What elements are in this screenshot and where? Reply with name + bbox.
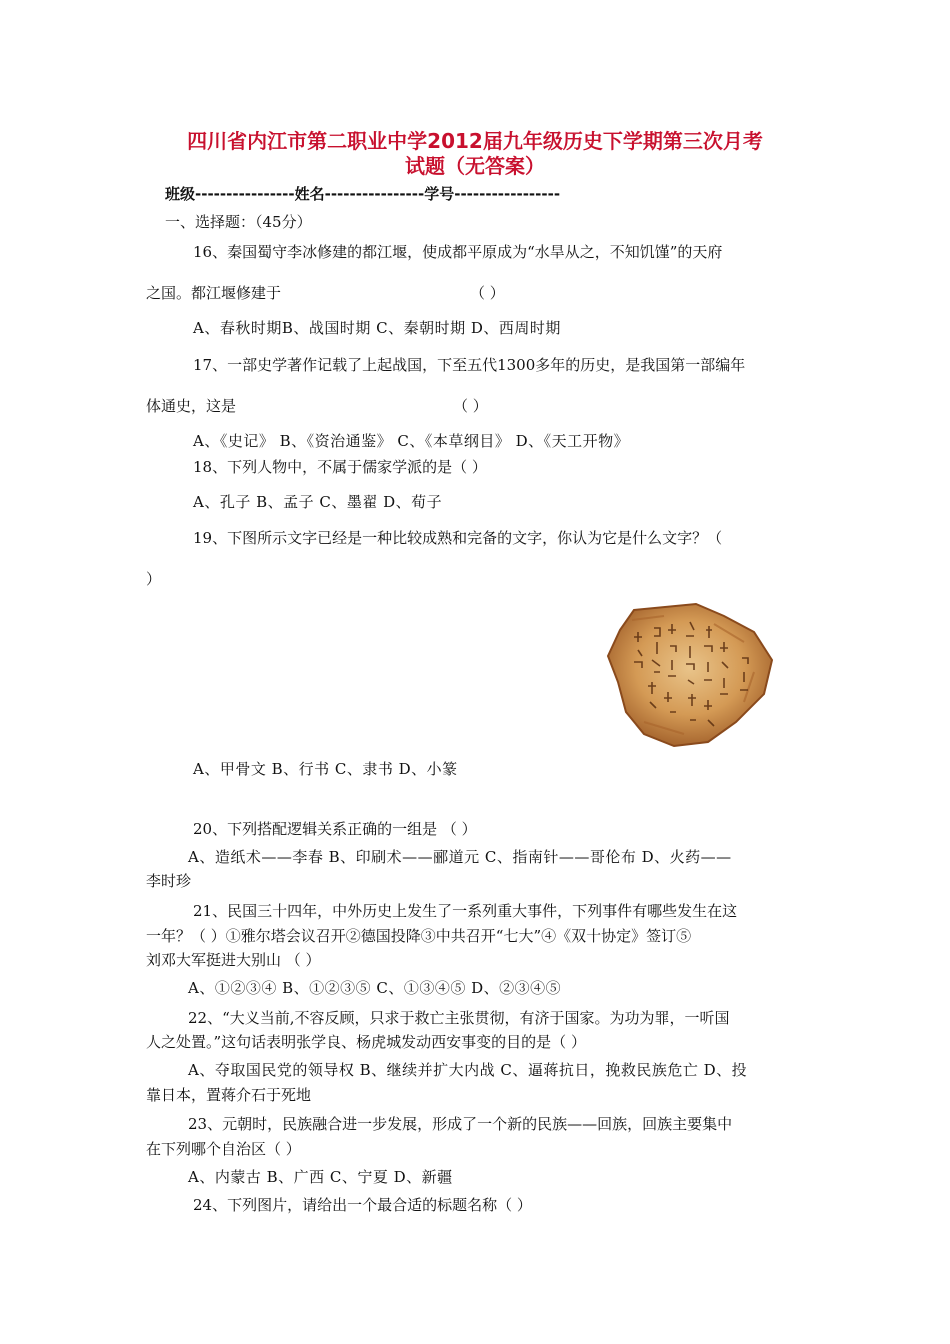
- question-20-line2: A、造纸术——李春 B、印刷术——郦道元 C、指南针——哥伦布 D、火药——: [188, 848, 732, 866]
- question-17-answer-paren: （ ）: [453, 397, 488, 415]
- question-16-options: A、春秋时期B、战国时期 C、秦朝时期 D、西周时期: [193, 319, 561, 337]
- question-21-line3: 刘邓大军挺进大别山 （ ）: [146, 951, 321, 969]
- question-21-line1: 21、民国三十四年，中外历史上发生了一系列重大事件，下列事件有哪些发生在这: [193, 902, 738, 920]
- question-21-line2: 一年？（ ）①雅尔塔会议召开②德国投降③中共召开“七大”④《双十协定》签订⑤: [146, 927, 692, 945]
- question-16-line2: 之国。都江堰修建于: [146, 284, 282, 302]
- question-17-line1: 17、一部史学著作记载了上起战国，下至五代1300多年的历史，是我国第一部编年: [193, 356, 746, 374]
- question-18-options: A、孔子 B、孟子 C、墨翟 D、荀子: [193, 493, 443, 511]
- section-heading: 一、选择题：（45分）: [165, 213, 312, 231]
- question-16-line1: 16、秦国蜀守李冰修建的都江堰，使成都平原成为“水旱从之，不知饥馑”的天府: [193, 243, 723, 261]
- question-22-line2: 人之处置。”这句话表明张学良、杨虎城发动西安事变的目的是（ ）: [146, 1033, 586, 1051]
- question-16-answer-paren: （ ）: [470, 284, 505, 302]
- oracle-bone-image: [604, 602, 776, 748]
- question-19-options: A、甲骨文 B、行书 C、隶书 D、小篆: [193, 760, 458, 778]
- question-21-options: A、①②③④ B、①②③⑤ C、①③④⑤ D、②③④⑤: [188, 979, 562, 997]
- question-23-options: A、内蒙古 B、广西 C、宁夏 D、新疆: [188, 1168, 453, 1186]
- question-19-line1: 19、下图所示文字已经是一种比较成熟和完备的文字，你认为它是什么文字？（: [193, 529, 723, 547]
- student-info-line: 班级----------------姓名----------------学号-----------------: [165, 185, 561, 203]
- question-23-line2: 在下列哪个自治区（ ）: [146, 1140, 301, 1158]
- question-19-line2: ）: [146, 570, 162, 588]
- question-17-options: A、《史记》 B、《资治通鉴》 C、《本草纲目》 D、《天工开物》: [193, 432, 630, 450]
- doc-title-line1: 四川省内江市第二职业中学2012届九年级历史下学期第三次月考: [187, 129, 763, 153]
- question-24-line1: 24、下列图片，请给出一个最合适的标题名称（ ）: [193, 1196, 532, 1214]
- question-20-line3: 李时珍: [146, 872, 192, 890]
- question-18-line1: 18、下列人物中，不属于儒家学派的是（ ）: [193, 458, 487, 476]
- question-23-line1: 23、元朝时，民族融合进一步发展，形成了一个新的民族——回族，回族主要集中: [188, 1115, 733, 1133]
- question-17-line2: 体通史，这是: [146, 397, 237, 415]
- question-22-line3: A、夺取国民党的领导权 B、继续并扩大内战 C、逼蒋抗日，挽救民族危亡 D、投: [188, 1061, 748, 1079]
- question-20-line1: 20、下列搭配逻辑关系正确的一组是 （ ）: [193, 820, 477, 838]
- question-22-line1: 22、“大义当前,不容反顾，只求于救亡主张贯彻，有济于国家。为功为罪，一听国: [188, 1009, 730, 1027]
- doc-title-line2: 试题（无答案）: [405, 154, 545, 178]
- question-22-line4: 靠日本，置蒋介石于死地: [146, 1086, 312, 1104]
